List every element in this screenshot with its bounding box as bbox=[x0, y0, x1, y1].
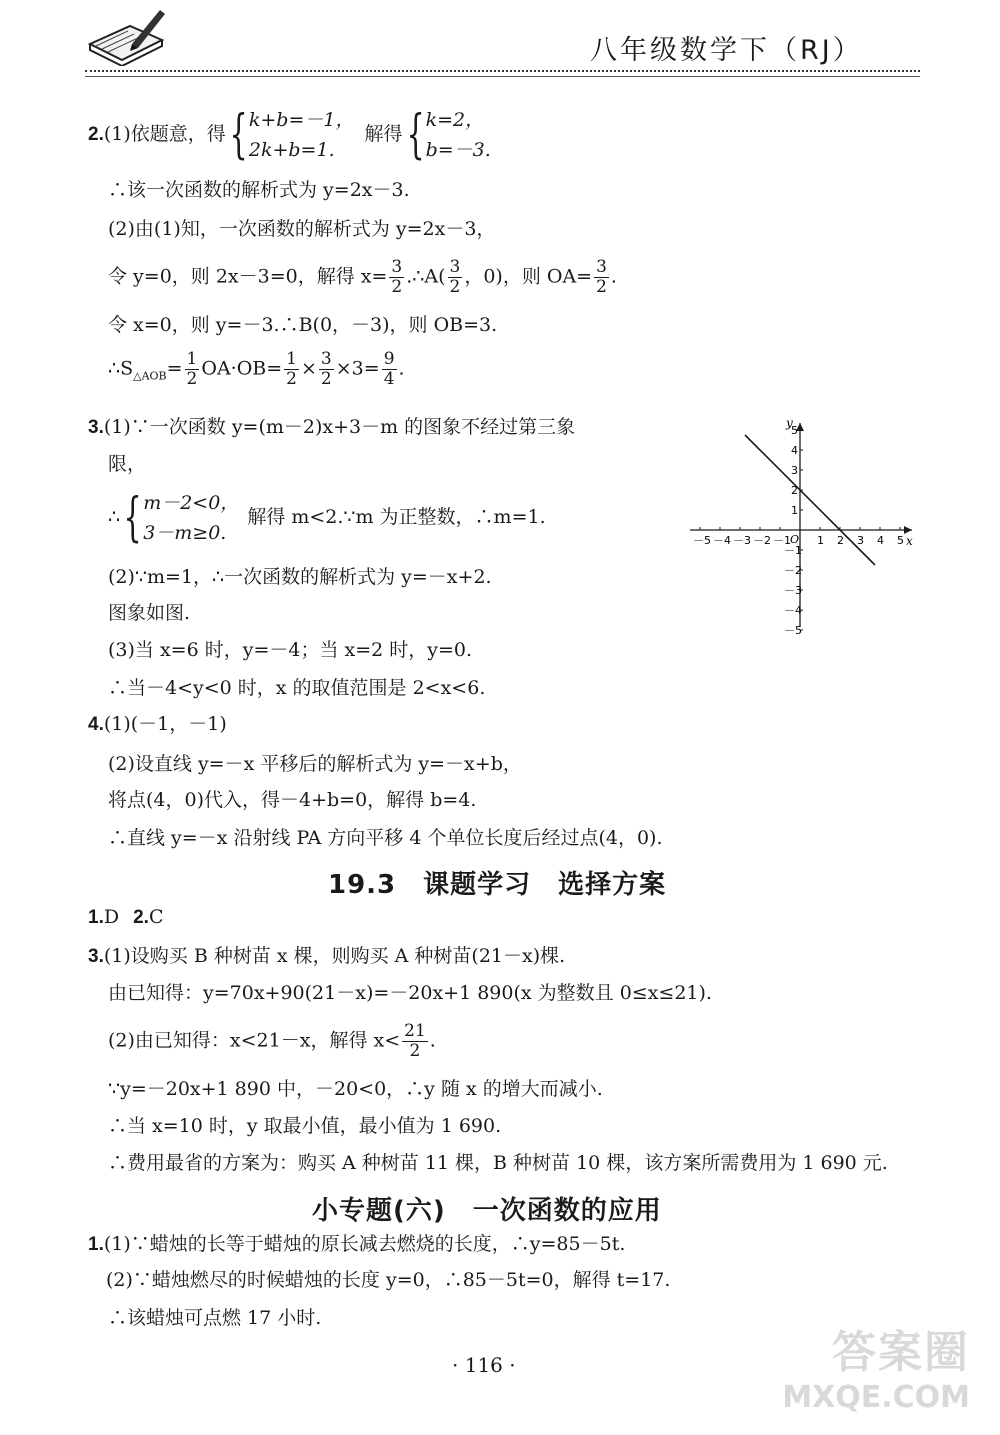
page-number: · 116 · bbox=[452, 1353, 516, 1377]
y-tick-label: 5 bbox=[791, 424, 798, 437]
q2-line-2: ∴该一次函数的解析式为 y=2x－3. bbox=[108, 179, 410, 201]
s1-q3-line-2: 由已知得：y=70x+90(21－x)=－20x+1 890(x 为整数且 0≤x≤21). bbox=[108, 982, 712, 1004]
x-tick-label: 2 bbox=[837, 534, 844, 547]
q2-line-4: 令 y=0，则 2x－3=0，解得 x= $\frac{3}{2}$ .∴A( $\frac{3}{2}$ ，0)，则 OA= $\frac{3}{2}$ . bbox=[108, 257, 617, 297]
watermark bbox=[782, 1316, 970, 1415]
q4-line-1: 4.(1)(－1，－1) bbox=[88, 713, 227, 735]
s2-q1-line-2: (2)∵蜡烛燃尽的时候蜡烛的长度 y=0，∴85－5t=0，解得 t=17. bbox=[106, 1269, 671, 1291]
section-title-special-topic: 小专题(六) 一次函数的应用 bbox=[312, 1196, 662, 1226]
x-tick-label: －4 bbox=[713, 534, 731, 547]
x-axis-arrow bbox=[904, 526, 912, 534]
q2-line-3: (2)由(1)知，一次函数的解析式为 y=2x－3， bbox=[108, 218, 496, 240]
x-tick-label: 5 bbox=[897, 534, 904, 547]
y-tick-label: －3 bbox=[784, 584, 802, 597]
q3-line-7: ∴当－4<y<0 时，x 的取值范围是 2<x<6. bbox=[108, 677, 486, 699]
x-tick-label: －3 bbox=[733, 534, 751, 547]
graph-svg bbox=[680, 415, 920, 635]
s2-q1-line-1: 1.(1)∵蜡烛的长等于蜡烛的原长减去燃烧的长度，∴y=85－5t. bbox=[88, 1233, 626, 1255]
q2-line-1: 2.(1)依题意，得{ k+b=－1， 2k+b=1. 解得{ k=2， b=－3. bbox=[88, 105, 491, 165]
q3-line-1: 3.(1)∵一次函数 y=(m－2)x+3－m 的图象不经过第三象 bbox=[88, 416, 576, 438]
q4-line-2: (2)设直线 y=－x 平移后的解析式为 y=－x+b， bbox=[108, 753, 522, 775]
section-title-19-3: 19.3 课题学习 选择方案 bbox=[328, 870, 667, 900]
header-icon bbox=[82, 6, 172, 66]
notebook-pen-icon bbox=[82, 6, 172, 66]
y-tick-label: 1 bbox=[791, 504, 798, 517]
s2-q1-line-3: ∴该蜡烛可点燃 17 小时. bbox=[108, 1307, 322, 1329]
y-tick-label: －2 bbox=[784, 564, 802, 577]
header-title: 八年级数学下（RJ） bbox=[590, 35, 863, 66]
header-divider bbox=[85, 70, 920, 72]
y-tick-label: －1 bbox=[784, 544, 802, 557]
y-tick-label: －4 bbox=[784, 604, 802, 617]
watermark-bottom: MXQE.COM bbox=[782, 1380, 970, 1415]
x-tick-label: －2 bbox=[753, 534, 771, 547]
q3-line-6: (3)当 x=6 时，y=－4；当 x=2 时，y=0. bbox=[108, 639, 473, 661]
s1-q3-line-5: ∴当 x=10 时，y 取最小值，最小值为 1 690. bbox=[108, 1115, 502, 1137]
y-tick-label: 2 bbox=[791, 484, 798, 497]
q3-line-2: 限， bbox=[108, 453, 147, 475]
x-tick-label: 1 bbox=[817, 534, 824, 547]
x-axis-label: x bbox=[906, 534, 913, 548]
s1-q3-line-4: ∵y=－20x+1 890 中，－20<0，∴y 随 x 的增大而减小. bbox=[108, 1078, 603, 1100]
q4-line-3: 将点(4，0)代入，得－4+b=0，解得 b=4. bbox=[108, 789, 477, 811]
y-tick-label: －5 bbox=[784, 624, 802, 635]
watermark-top: 答案圈 bbox=[832, 1327, 970, 1378]
s1-q3-line-3: (2)由已知得：x<21－x，解得 x< $\frac{21}{2}$ . bbox=[108, 1021, 436, 1061]
q4-line-4: ∴直线 y=－x 沿射线 PA 方向平移 4 个单位长度后经过点(4，0). bbox=[108, 827, 663, 849]
x-tick-label: －1 bbox=[773, 534, 791, 547]
y-axis-label: y bbox=[786, 416, 793, 430]
q3-line-4: (2)∵m=1，∴一次函数的解析式为 y=－x+2. bbox=[108, 566, 492, 588]
y-tick-label: 4 bbox=[791, 444, 798, 457]
q2-line-5: 令 x=0，则 y=－3.∴B(0，－3)，则 OB=3. bbox=[108, 314, 498, 336]
x-tick-label: 3 bbox=[857, 534, 864, 547]
y-tick-label: 3 bbox=[791, 464, 798, 477]
coordinate-graph bbox=[680, 415, 920, 635]
q2-line-6: $\therefore S_{\triangle AOB}=$ $\frac{1}{2}$ OA·OB= $\frac{1}{2}$ × $\frac{3}{2}$ ×3= $\frac{9}{4}$ . bbox=[108, 349, 405, 389]
s1-q3-line-1: 3.(1)设购买 B 种树苗 x 棵，则购买 A 种树苗(21－x)棵. bbox=[88, 945, 566, 967]
s1-line-1: 1.D 2.C bbox=[88, 906, 164, 928]
x-tick-label: －5 bbox=[693, 534, 711, 547]
header-divider-line bbox=[85, 76, 920, 77]
s1-q3-line-6: ∴费用最省的方案为：购买 A 种树苗 11 棵，B 种树苗 10 棵，该方案所需费用为 1 690 元. bbox=[108, 1152, 888, 1174]
q3-line-3: ∴{ m－2<0， 3－m≥0. 解得 m<2.∵m 为正整数，∴m=1. bbox=[108, 488, 546, 548]
x-tick-label: 4 bbox=[877, 534, 884, 547]
origin-label: O bbox=[790, 533, 800, 546]
q3-line-5: 图象如图. bbox=[108, 602, 191, 624]
